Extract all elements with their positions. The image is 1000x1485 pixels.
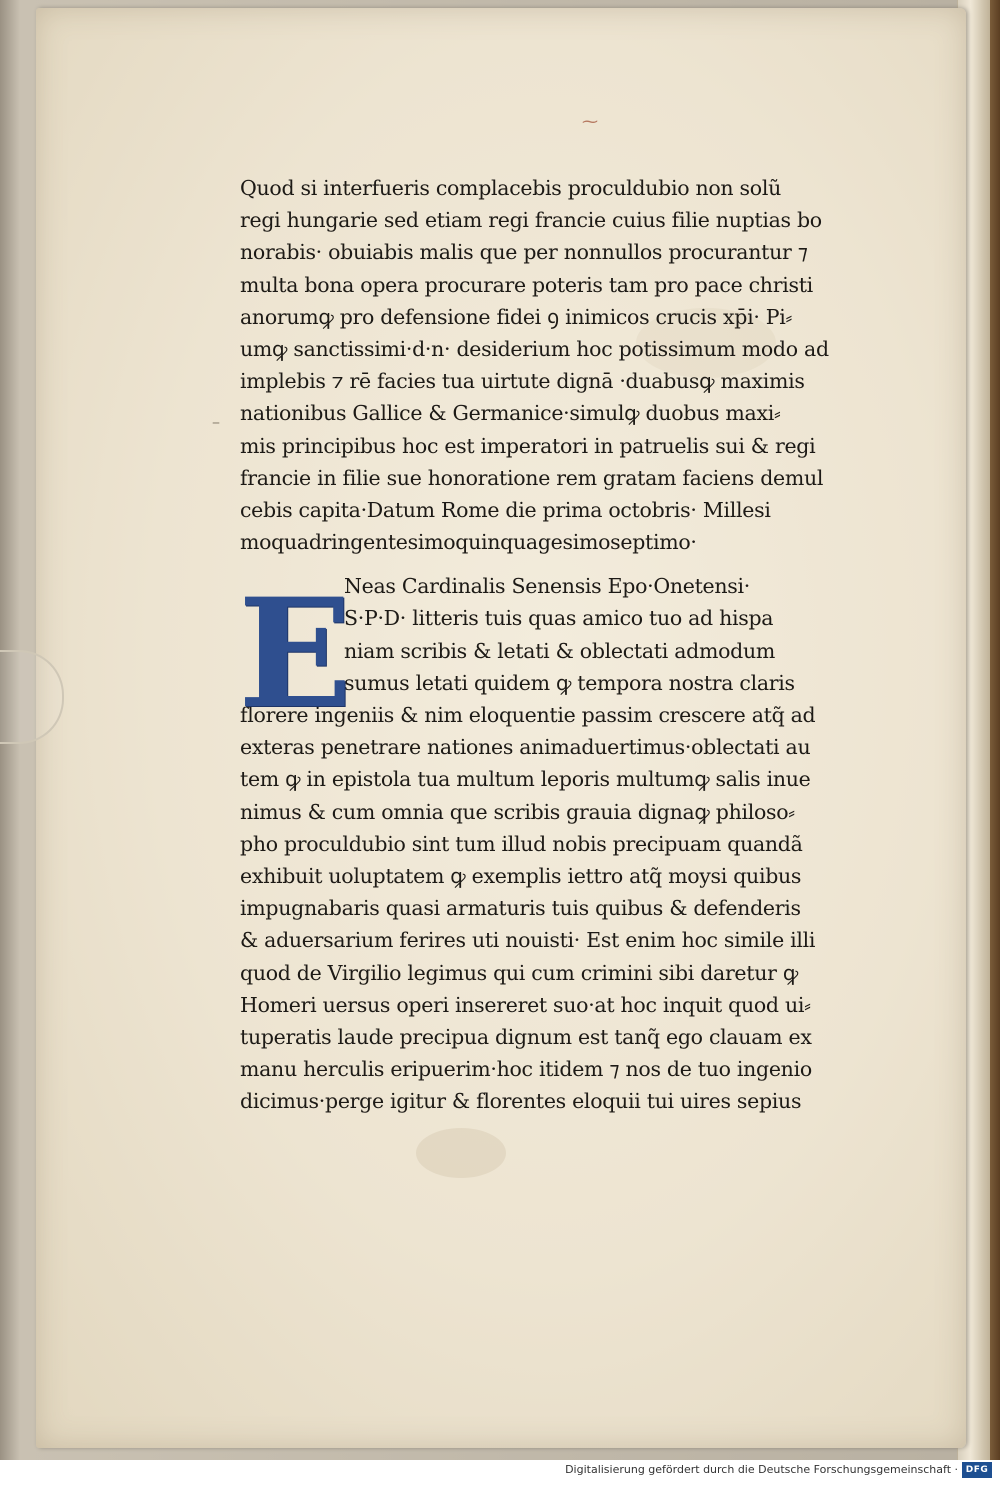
text-line: tem ꝙ in epistola tua multum leporis multumꝙ salis inue	[240, 767, 811, 792]
text-line: manu herculis eripuerim·hoc itidem ⁊ nos de tuo ingenio	[240, 1057, 812, 1082]
text-line: S·P·D· litteris tuis quas amico tuo ad hispa	[344, 606, 774, 631]
decorated-initial-letter	[238, 566, 353, 742]
text-line: umꝙ sanctissimi·d·n· desiderium hoc potissimum modo ad	[240, 336, 829, 361]
text-line: sumus letati quidem ꝙ tempora nostra claris	[344, 670, 795, 695]
text-line: exteras penetrare nationes animaduertimus·oblectati au	[240, 735, 811, 760]
text-line: francie in filie sue honoratione rem gratam faciens demul	[240, 465, 824, 490]
text-line: Homeri uersus operi insereret suo·at hoc inquit quod ui⸗	[240, 992, 811, 1017]
text-line: anorumꝙ pro defensione fidei ꝯ inimicos crucis xp̄i· Pi⸗	[240, 304, 793, 329]
text-line: niam scribis & letati & oblectati admodum	[344, 638, 775, 663]
text-line: cebis capita·Datum Rome die prima octobris· Millesi	[240, 497, 771, 522]
text-line: implebis ⁊ rē facies tua uirtute dignā ·duabusꝙ maximis	[240, 369, 805, 394]
text-line: dicimus·perge igitur & florentes eloquii tui uires sepius	[240, 1089, 802, 1114]
text-line: exhibuit uoluptatem ꝙ exemplis iettro atq̃ moysi quibus	[240, 863, 802, 888]
text-line: nationibus Gallice & Germanice·simulꝙ duobus maxi⸗	[240, 401, 781, 426]
dfg-logo: DFG	[962, 1462, 992, 1478]
text-line: & aduersarium ferires uti nouisti· Est enim hoc simile illi	[240, 928, 816, 953]
paragraph-1	[240, 172, 860, 558]
text-line: florere ingeniis & nim eloquentie passim crescere atq̃ ad	[240, 703, 816, 727]
text-line: nimus & cum omnia que scribis grauia dignaꝙ philoso⸗	[240, 799, 795, 824]
text-line: quod de Virgilio legimus qui cum crimini sibi daretur ꝙ	[240, 960, 798, 985]
text-line: Neas Cardinalis Senensis Epo·Onetensi·	[344, 574, 750, 599]
text-line: moquadringentesimoquinquagesimoseptimo·	[240, 530, 697, 555]
text-line: regi hungarie sed etiam regi francie cuius filie nuptias bo	[240, 208, 822, 233]
text-line: pho proculdubio sint tum illud nobis precipuam quandã	[240, 831, 803, 856]
text-line: norabis· obuiabis malis que per nonnullos procurantur ⁊	[240, 240, 808, 265]
footer-credit: Digitalisierung gefördert durch die Deutsche Forschungsgemeinschaft ·	[565, 1463, 958, 1476]
paper-stain	[416, 1128, 506, 1178]
red-mark: ⁓	[582, 112, 598, 131]
text-line: Quod si interfueris complacebis proculdubio non solũ	[240, 176, 781, 200]
margin-mark: –	[212, 412, 220, 431]
text-line: impugnabaris quasi armaturis tuis quibus & defenderis	[240, 896, 801, 921]
text-line: tuperatis laude precipua dignum est tanq̃ ego clauam ex	[240, 1024, 812, 1049]
text-line: multa bona opera procurare poteris tam pro pace christi	[240, 272, 813, 297]
initial-letter-glyph: E	[238, 566, 353, 742]
text-line: mis principibus hoc est imperatori in patruelis sui & regi	[240, 433, 816, 458]
